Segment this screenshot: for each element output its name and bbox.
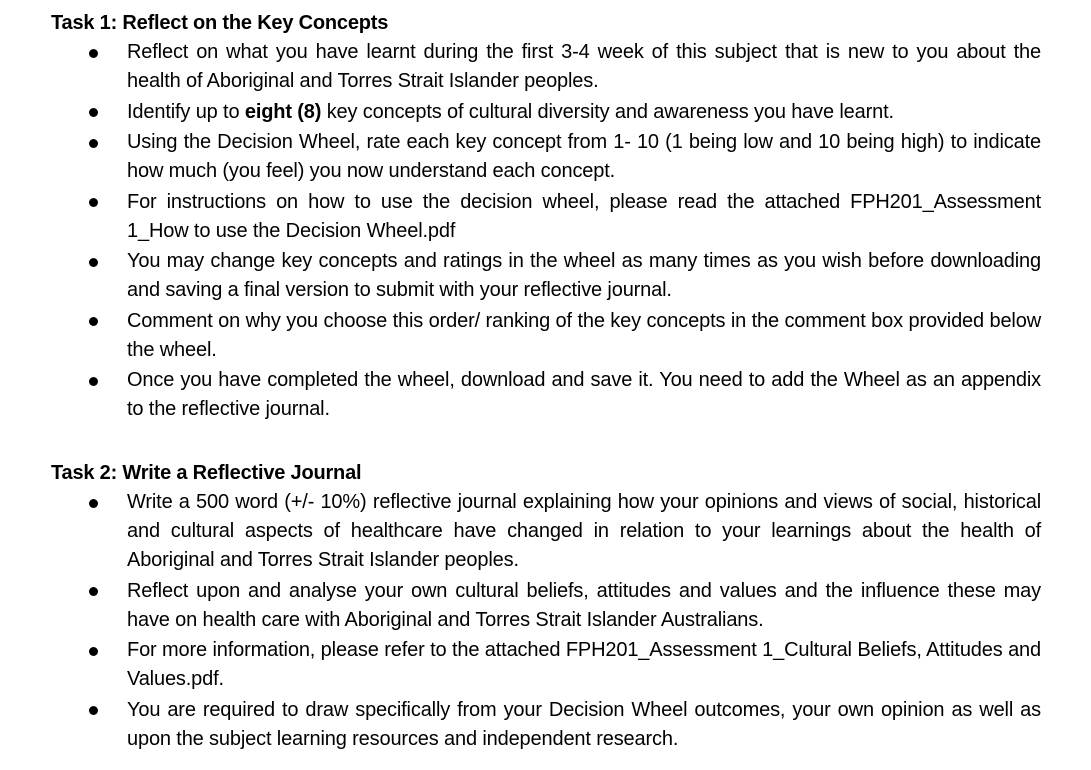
- bullet-text: For more information, please refer to the attached FPH201_Assessment 1_Cultural Beliefs, Attitudes and Values.pdf.: [127, 639, 1041, 690]
- bullet-icon: [89, 587, 98, 596]
- bullet-icon: [89, 108, 98, 117]
- bullet-icon: [89, 499, 98, 508]
- bullet-text: Reflect upon and analyse your own cultural beliefs, attitudes and values and the influence these may have on health care with Aboriginal and Torres Strait Islander Australians.: [127, 579, 1041, 631]
- bullet-icon: [89, 49, 98, 58]
- bullet-icon: [89, 258, 98, 267]
- task1-heading: Task 1: Reflect on the Key Concepts: [51, 12, 389, 34]
- bullet-text: You may change key concepts and ratings in the wheel as many times as you wish before downloading and saving a final version to submit with your reflective journal.: [127, 250, 1041, 301]
- bullet-text: Write a 500 word (+/- 10%) reflective journal explaining how your opinions and views of social, historical and cultural aspects of healthcare have changed in relation to your learnings about the health of Aboriginal and Torres Strait Islander peoples.: [127, 491, 1041, 571]
- bullet-text: You are required to draw specifically from your Decision Wheel outcomes, your own opinion as well as upon the subject learning resources and independent research.: [127, 698, 1041, 750]
- task2-bullet-list: [51, 488, 1041, 754]
- list-item: [51, 636, 1041, 694]
- task2-section: [51, 458, 1041, 754]
- task1-bullet-list: [51, 38, 1041, 424]
- list-item: [51, 128, 1041, 186]
- bullet-text: Once you have completed the wheel, download and save it. You need to add the Wheel as an appendix to the reflective journal.: [127, 369, 1041, 420]
- bullet-icon: [89, 706, 98, 715]
- bullet-text: Reflect on what you have learnt during the first 3-4 week of this subject that is new to you about the health of Aboriginal and Torres Strait Islander peoples.: [127, 41, 1041, 92]
- bullet-icon: [89, 647, 98, 656]
- list-item: [51, 577, 1041, 635]
- list-item: [51, 247, 1041, 305]
- document-body: [51, 8, 1041, 755]
- bullet-text-pre: Identify up to: [127, 100, 245, 123]
- list-item: [51, 366, 1041, 424]
- bullet-icon: [89, 377, 98, 386]
- list-item: [51, 98, 1041, 127]
- list-item: [51, 38, 1041, 96]
- list-item: [51, 696, 1041, 754]
- list-item: [51, 488, 1041, 575]
- list-item: [51, 307, 1041, 365]
- bullet-text-post: key concepts of cultural diversity and awareness you have learnt.: [321, 100, 894, 123]
- list-item: [51, 188, 1041, 246]
- bullet-text: Comment on why you choose this order/ ranking of the key concepts in the comment box provided below the wheel.: [127, 309, 1041, 361]
- task1-section: [51, 8, 1041, 424]
- bullet-text: For instructions on how to use the decision wheel, please read the attached FPH201_Assessment 1_How to use the Decision Wheel.pdf: [127, 190, 1041, 242]
- bullet-icon: [89, 139, 98, 148]
- bullet-text-bold: eight (8): [244, 100, 322, 123]
- bullet-icon: [89, 198, 98, 207]
- bullet-icon: [89, 317, 98, 326]
- bullet-text: Using the Decision Wheel, rate each key concept from 1- 10 (1 being low and 10 being high) to indicate how much (you feel) you now understand each concept.: [127, 131, 1041, 182]
- task2-heading: Task 2: Write a Reflective Journal: [51, 462, 362, 484]
